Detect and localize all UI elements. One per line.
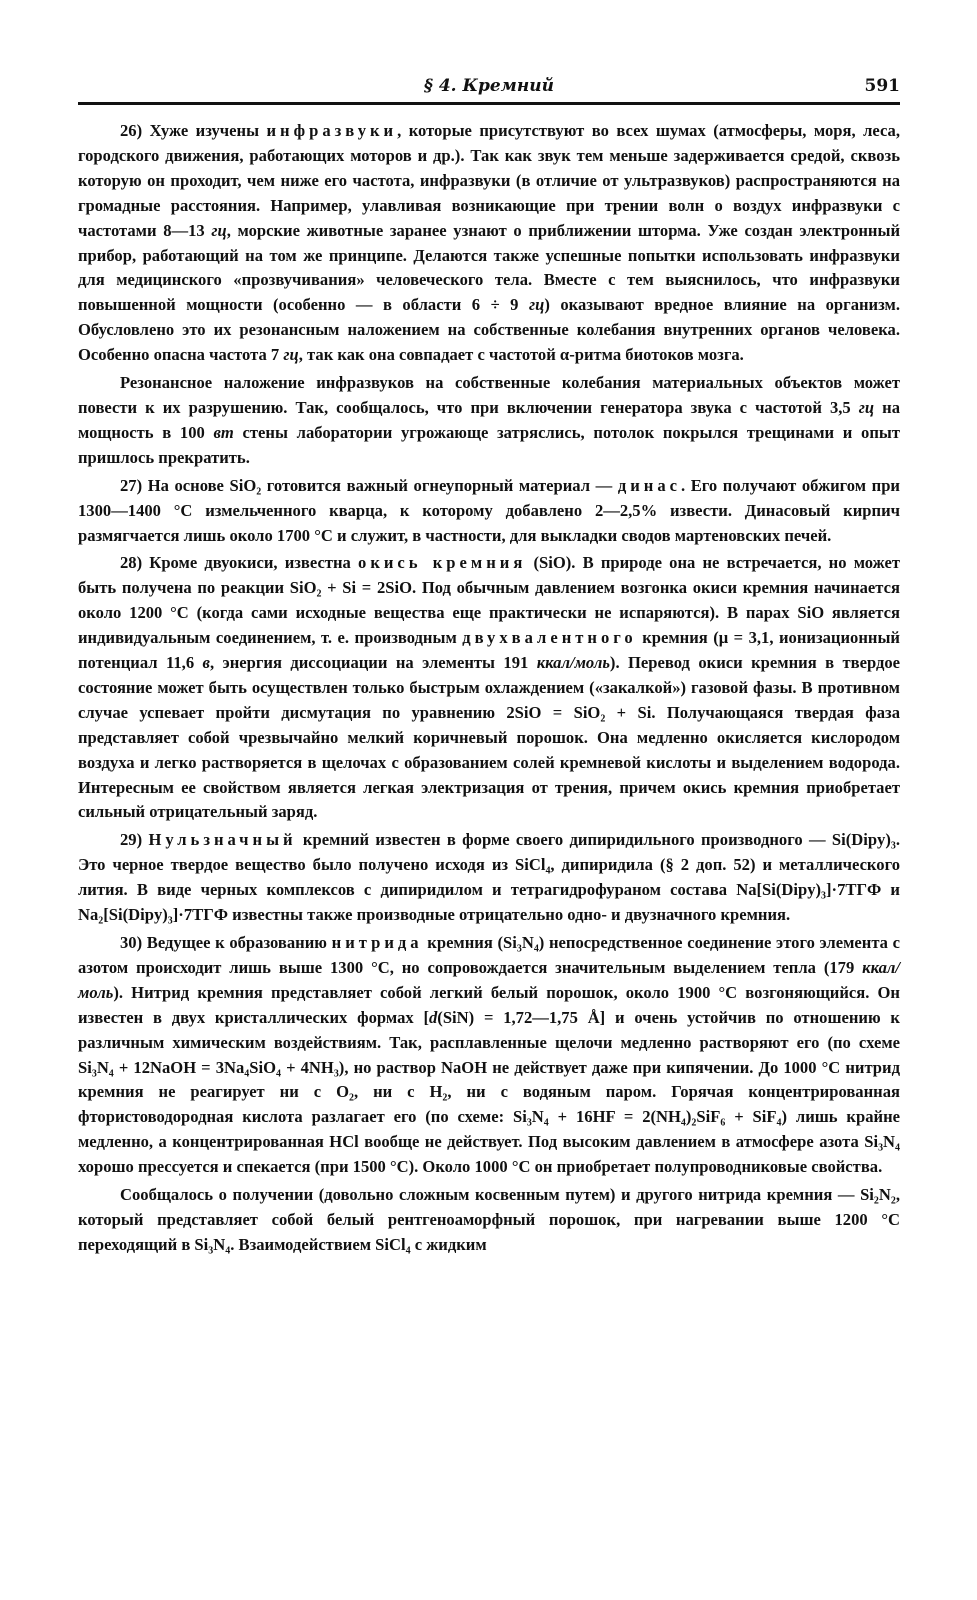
text-run: , которые присутствуют во всех шумах (атмосферы, моря, леса, городского движения, работающих моторов и др.). Так как звук тем меньше задерживается средой, сквозь которую он проходит, чем ниже его частота, инфразвуки (в отличие от ультразвуков) распространяются на громадные расстояния. Например, улавливая возникающие при трении волн о воздух инфразвуки с частотами 8—13 bbox=[78, 121, 900, 240]
text-run: , морские животные заранее узнают о приближении шторма. Уже создан электронный прибор, работающий на том же принципе. Делаются также успешные попытки использовать инфразвуки для медицинского «прозвучивания» человеческого тела. Вместе с тем выяснилось, что инфразвуки повышенной мощности (особенно — в области 6 ÷ 9 bbox=[78, 220, 901, 315]
text-run: 28) Кроме двуокиси, известна bbox=[120, 553, 359, 573]
text-run: 27) На основе SiO₂ готовится важный огнеупорный материал — bbox=[120, 475, 618, 495]
italic-unit: ккал/моль bbox=[536, 653, 610, 673]
paragraph-29 bbox=[78, 828, 900, 928]
body-text bbox=[78, 119, 900, 1258]
spaced-term: окись кремния bbox=[358, 553, 527, 573]
running-title: § 4. Кремний bbox=[424, 76, 554, 96]
paragraph-28 bbox=[78, 551, 900, 825]
paragraph-30 bbox=[78, 931, 900, 1180]
italic-unit: гц bbox=[858, 397, 875, 417]
page-number: 591 bbox=[864, 76, 900, 96]
text-run: на мощность в 100 bbox=[78, 397, 900, 442]
spaced-term: динас bbox=[617, 475, 681, 495]
italic-unit: ккал/моль bbox=[78, 957, 900, 1002]
text-run: кремния (μ = 3,1, ионизационный потенциал 11,6 bbox=[78, 628, 900, 673]
text-run: 29) bbox=[120, 830, 149, 850]
text-run: стены лаборатории угрожающе затряслись, потолок покрылся трещинами и опыт пришлось прекратить. bbox=[78, 422, 900, 467]
italic-unit: в bbox=[202, 653, 210, 673]
text-run: , энергия диссоциации на элементы 191 bbox=[209, 653, 537, 673]
text-run: . Его получают обжигом при 1300—1400 °C измельченного кварца, к которому добавлено 2—2,5% извести. Динасовый кирпич размягчается лишь около 1700 °C и служит, в частности, для выкладки сводов мартеновских печей. bbox=[78, 475, 900, 545]
spaced-term: двухвалентного bbox=[462, 628, 637, 648]
italic-unit: вт bbox=[213, 422, 234, 442]
text-run: ) оказывают вредное влияние на организм. Обусловлено это их резонансным наложением на собственные колебания внутренних органов человека. Особенно опасна частота 7 bbox=[78, 295, 901, 365]
text-run: 30) Ведущее к образованию bbox=[120, 933, 332, 952]
italic-unit: d bbox=[429, 1007, 438, 1027]
spaced-term: Нульзначный bbox=[148, 830, 297, 850]
text-run: кремний известен в форме своего дипиридильного производного — Si(Dipy)₃. Это черное твердое вещество было получено исходя из SiCl₄, дипиридила (§ 2 доп. 52) и металлического лития. В виде черных комплексов с дипиридилом и тетрагидрофураном состава Na[Si(Dipy)₃]·7ТГФ и Na₂[Si(Dipy)₃]·7ТГФ известны также производные отрицательно одно- и двузначного кремния. bbox=[78, 830, 900, 925]
paragraph-resonance bbox=[78, 371, 900, 471]
italic-unit: гц bbox=[528, 295, 545, 315]
text-run: ). Перевод окиси кремния в твердое состояние может быть осуществлен только быстрым охлаждением («закалкой») газовой фазы. В противном случае успевает пройти дисмутация по уравнению 2SiO = SiO₂ + Si. Получающаяся твердая фаза представляет собой чрезвычайно мелкий коричневый порошок. Она медленно окисляется кислородом воздуха и легко растворяется в щелочах с образованием солей кремневой кислоты и выделением водорода. Интересным ее свойством является легкая электризация от трения, причем окись кремния приобретает сильный отрицательный заряд. bbox=[78, 653, 901, 822]
text-run: (SiO). В природе она не встречается, но может быть получена по реакции SiO₂ + Si = 2SiO. Под обычным давлением возгонка окиси кремния начинается около 1200 °C (когда сами исходные вещества еще практически не испаряются). В парах SiO является индивидуальным соединением, т. е. производным bbox=[78, 553, 901, 648]
italic-unit: гц bbox=[211, 220, 227, 240]
page-header bbox=[78, 72, 900, 105]
text-run: Резонансное наложение инфразвуков на собственные колебания материальных объектов может повести к их разрушению. Так, сообщалось, что при включении генератора звука с частотой 3,5 bbox=[78, 373, 900, 417]
italic-unit: гц bbox=[283, 345, 299, 365]
text-run: кремния (Si₃N₄) непосредственное соединение этого элемента с азотом происходит лишь выше 1300 °C, но сопровождается значительным выделением тепла (179 bbox=[78, 933, 900, 977]
text-run: , так как она совпадает с частотой α-ритма биотоков мозга. bbox=[298, 345, 744, 365]
paragraph-nitride-continuation bbox=[78, 1183, 900, 1258]
spaced-term: инфразвуки bbox=[266, 121, 398, 140]
text-run: Сообщалось о получении (довольно сложным косвенным путем) и другого нитрида кремния — Si₂N₂, который представляет собой белый рентгеноаморфный порошок, при нагревании выше 1200 °C переходящий в Si₃N₄. Взаимодействием SiCl₄ с жидким bbox=[78, 1185, 900, 1254]
book-page bbox=[78, 72, 900, 1261]
text-run: ). Нитрид кремния представляет собой легкий белый порошок, около 1900 °C возгоняющийся. Он известен в двух кристаллических формах [ bbox=[78, 982, 900, 1027]
spaced-term: нитрида bbox=[331, 933, 423, 952]
paragraph-27 bbox=[78, 474, 900, 549]
text-run: 26) Хуже изучены bbox=[120, 121, 267, 140]
paragraph-26 bbox=[78, 119, 900, 368]
text-run: (SiN) = 1,72—1,75 Å] и очень устойчив по отношению к различным химическим воздействиям. Так, расплавленные щелочи медленно растворяют его (по схеме Si₃N₄ + 12NaOH = 3Na₄SiO₄ + 4NH₃), но раствор NaOH не действует даже при кипячении. До 1000 °C нитрид кремния не реагирует ни с O₂, ни с H₂, ни с водяным паром. Горячая концентрированная фтористоводородная кислота разлагает его (по схеме: Si₃N₄ + 16HF = 2(NH₄)₂SiF₆ + SiF₄) лишь крайне медленно, а концентрированная HCl вообще не действует. Под высоким давлением в атмосфере азота Si₃N₄ хорошо прессуется и спекается (при 1500 °C). Около 1000 °C он приобретает полупроводниковые свойства. bbox=[78, 1007, 900, 1177]
